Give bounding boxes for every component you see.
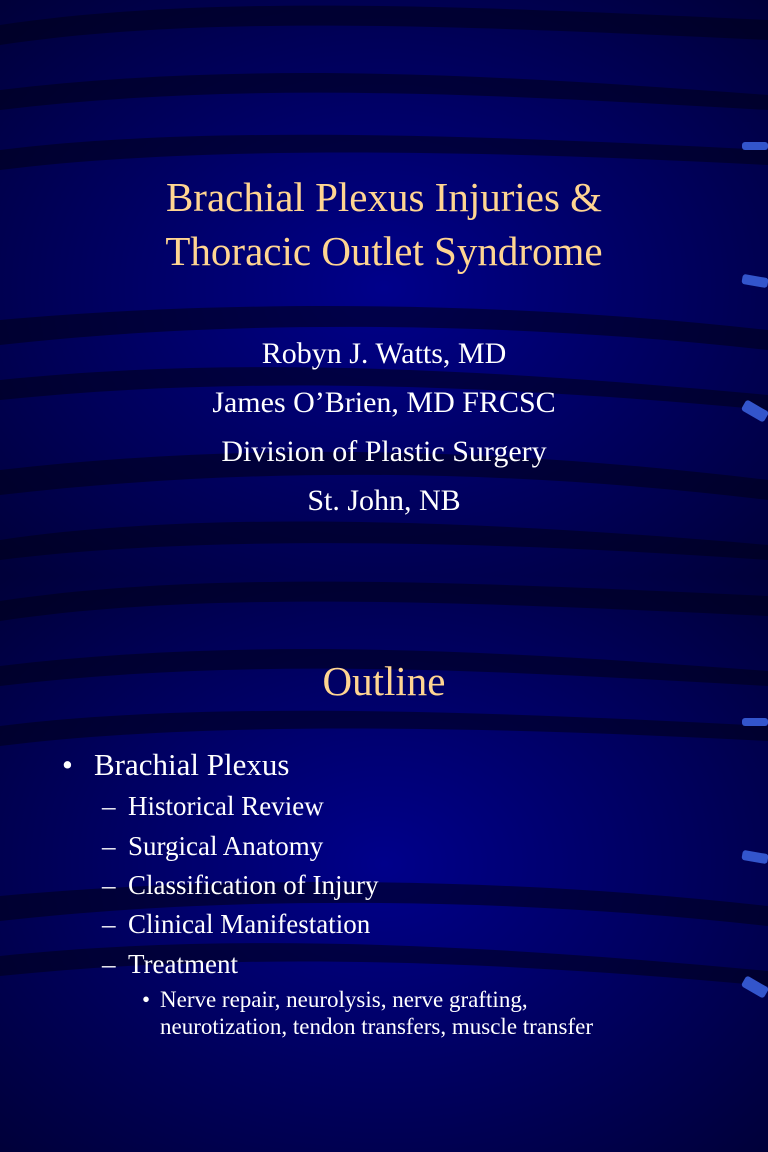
dash-icon: – (102, 831, 116, 861)
bullet-icon: • (142, 987, 151, 1012)
sub-bullet-text: Historical Review (128, 791, 324, 821)
sub-bullet-item (102, 908, 370, 940)
sub-bullet-item (102, 948, 238, 980)
author-line: James O’Brien, MD FRCSC (212, 386, 556, 419)
sub-bullet-text: Classification of Injury (128, 870, 379, 900)
outline-slide (0, 576, 768, 1039)
location-line: St. John, NB (307, 484, 461, 517)
sub-sub-bullet-text: Nerve repair, neurolysis, nerve grafting, (160, 987, 528, 1012)
slide-title-line-2: Thoracic Outlet Syndrome (165, 228, 603, 274)
dash-icon: – (102, 791, 116, 821)
bullet-text: Brachial Plexus (94, 747, 290, 782)
affiliation-line: Division of Plastic Surgery (221, 435, 547, 468)
sub-bullet-item (102, 830, 323, 862)
sub-sub-bullet-continuation: neurotization, tendon transfers, muscle transfer (160, 1014, 594, 1039)
bullet-item (62, 746, 289, 784)
dash-icon: – (102, 949, 116, 979)
sub-bullet-text: Clinical Manifestation (128, 909, 371, 939)
bullet-icon: • (62, 747, 73, 782)
slide-title: Outline (322, 658, 446, 704)
sub-sub-bullet-item (142, 986, 528, 1014)
dash-icon: – (102, 870, 116, 900)
slide-title-line-1: Brachial Plexus Injuries & (165, 174, 603, 220)
sub-bullet-item (102, 869, 378, 901)
sub-bullet-text: Surgical Anatomy (128, 831, 324, 861)
sub-bullet-text: Treatment (128, 949, 238, 979)
sub-bullet-item (102, 790, 324, 822)
dash-icon: – (102, 909, 116, 939)
author-line: Robyn J. Watts, MD (261, 337, 507, 370)
